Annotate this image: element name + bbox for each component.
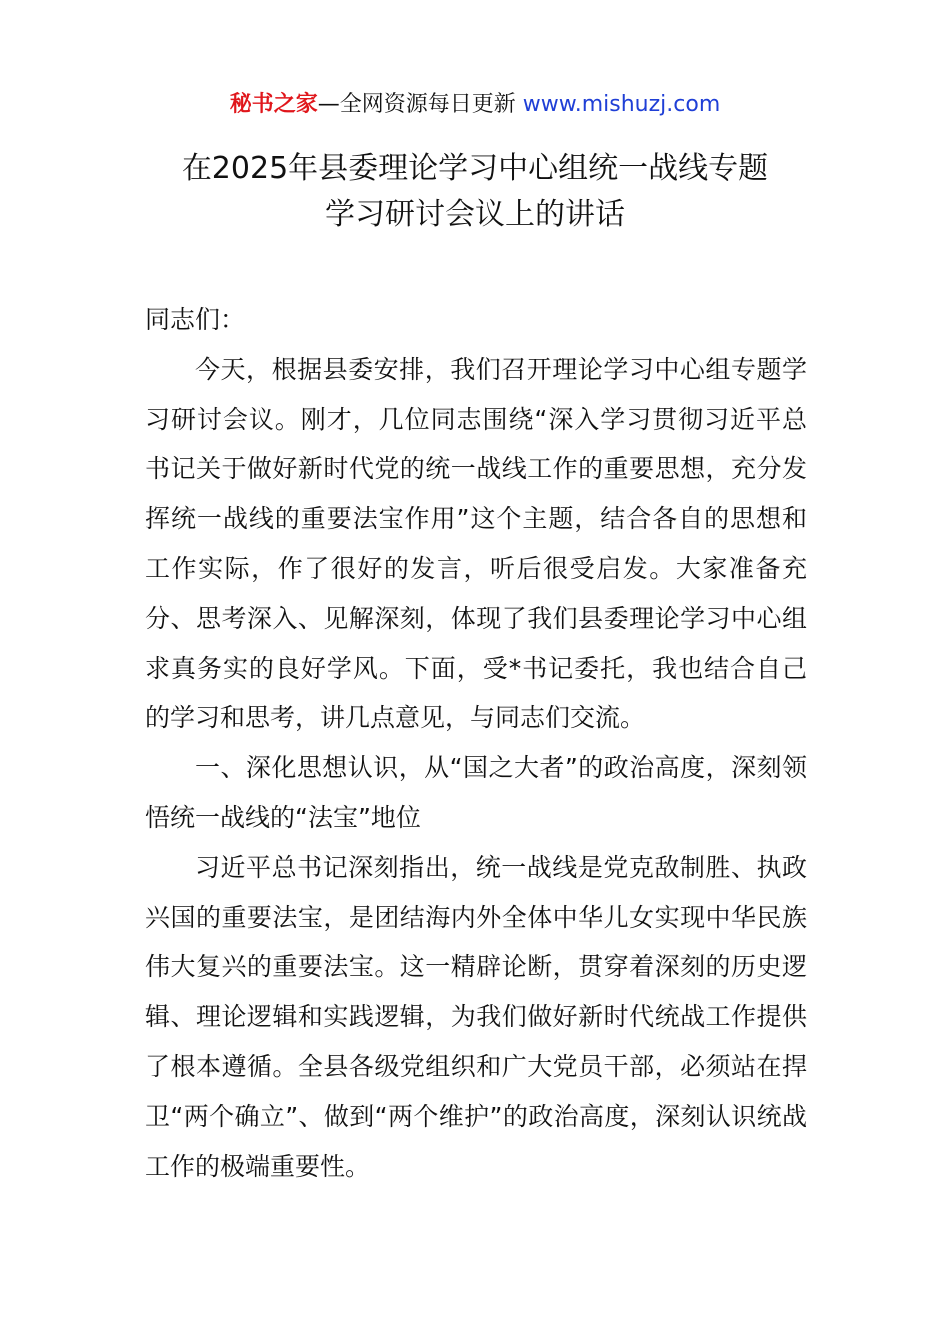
document-body — [145, 295, 807, 1191]
paragraph-section-1: 习近平总书记深刻指出，统一战线是党克敌制胜、执政兴国的重要法宝，是团结海内外全体中华儿女实现中华民族伟大复兴的重要法宝。这一精辟论断，贯穿着深刻的历史逻辑、理论逻辑和实践逻辑，为我们做好新时代统战工作提供了根本遵循。全县各级党组织和广大党员干部，必须站在捍卫“两个确立”、做到“两个维护”的政治高度，深刻认识统战工作的极端重要性。 — [145, 852, 807, 1181]
site-url-link[interactable]: www.mishuzj.com — [522, 92, 721, 117]
site-banner — [0, 90, 950, 120]
brand-name: 秘书之家 — [229, 92, 318, 117]
salutation: 同志们： — [145, 305, 246, 334]
title-line-1: 在2025年县委理论学习中心组统一战线专题 — [181, 151, 769, 186]
paragraph-opening: 今天，根据县委安排，我们召开理论学习中心组专题学习研讨会议。刚才，几位同志围绕“深入学习贯彻习近平总书记关于做好新时代党的统一战线工作的重要思想，充分发挥统一战线的重要法宝作用”这个主题，结合各自的思想和工作实际，作了很好的发言，听后很受启发。大家准备充分、思考深入、见解深刻，体现了我们县委理论学习中心组求真务实的良好学风。下面，受*书记委托，我也结合自己的学习和思考，讲几点意见，与同志们交流。 — [145, 354, 807, 733]
title-line-2: 学习研讨会议上的讲话 — [325, 197, 625, 232]
document-title — [0, 146, 950, 238]
section-heading-1: 一、深化思想认识，从“国之大者”的政治高度，深刻领悟统一战线的“法宝”地位 — [145, 753, 807, 832]
banner-tagline: —全网资源每日更新 — [317, 92, 516, 117]
